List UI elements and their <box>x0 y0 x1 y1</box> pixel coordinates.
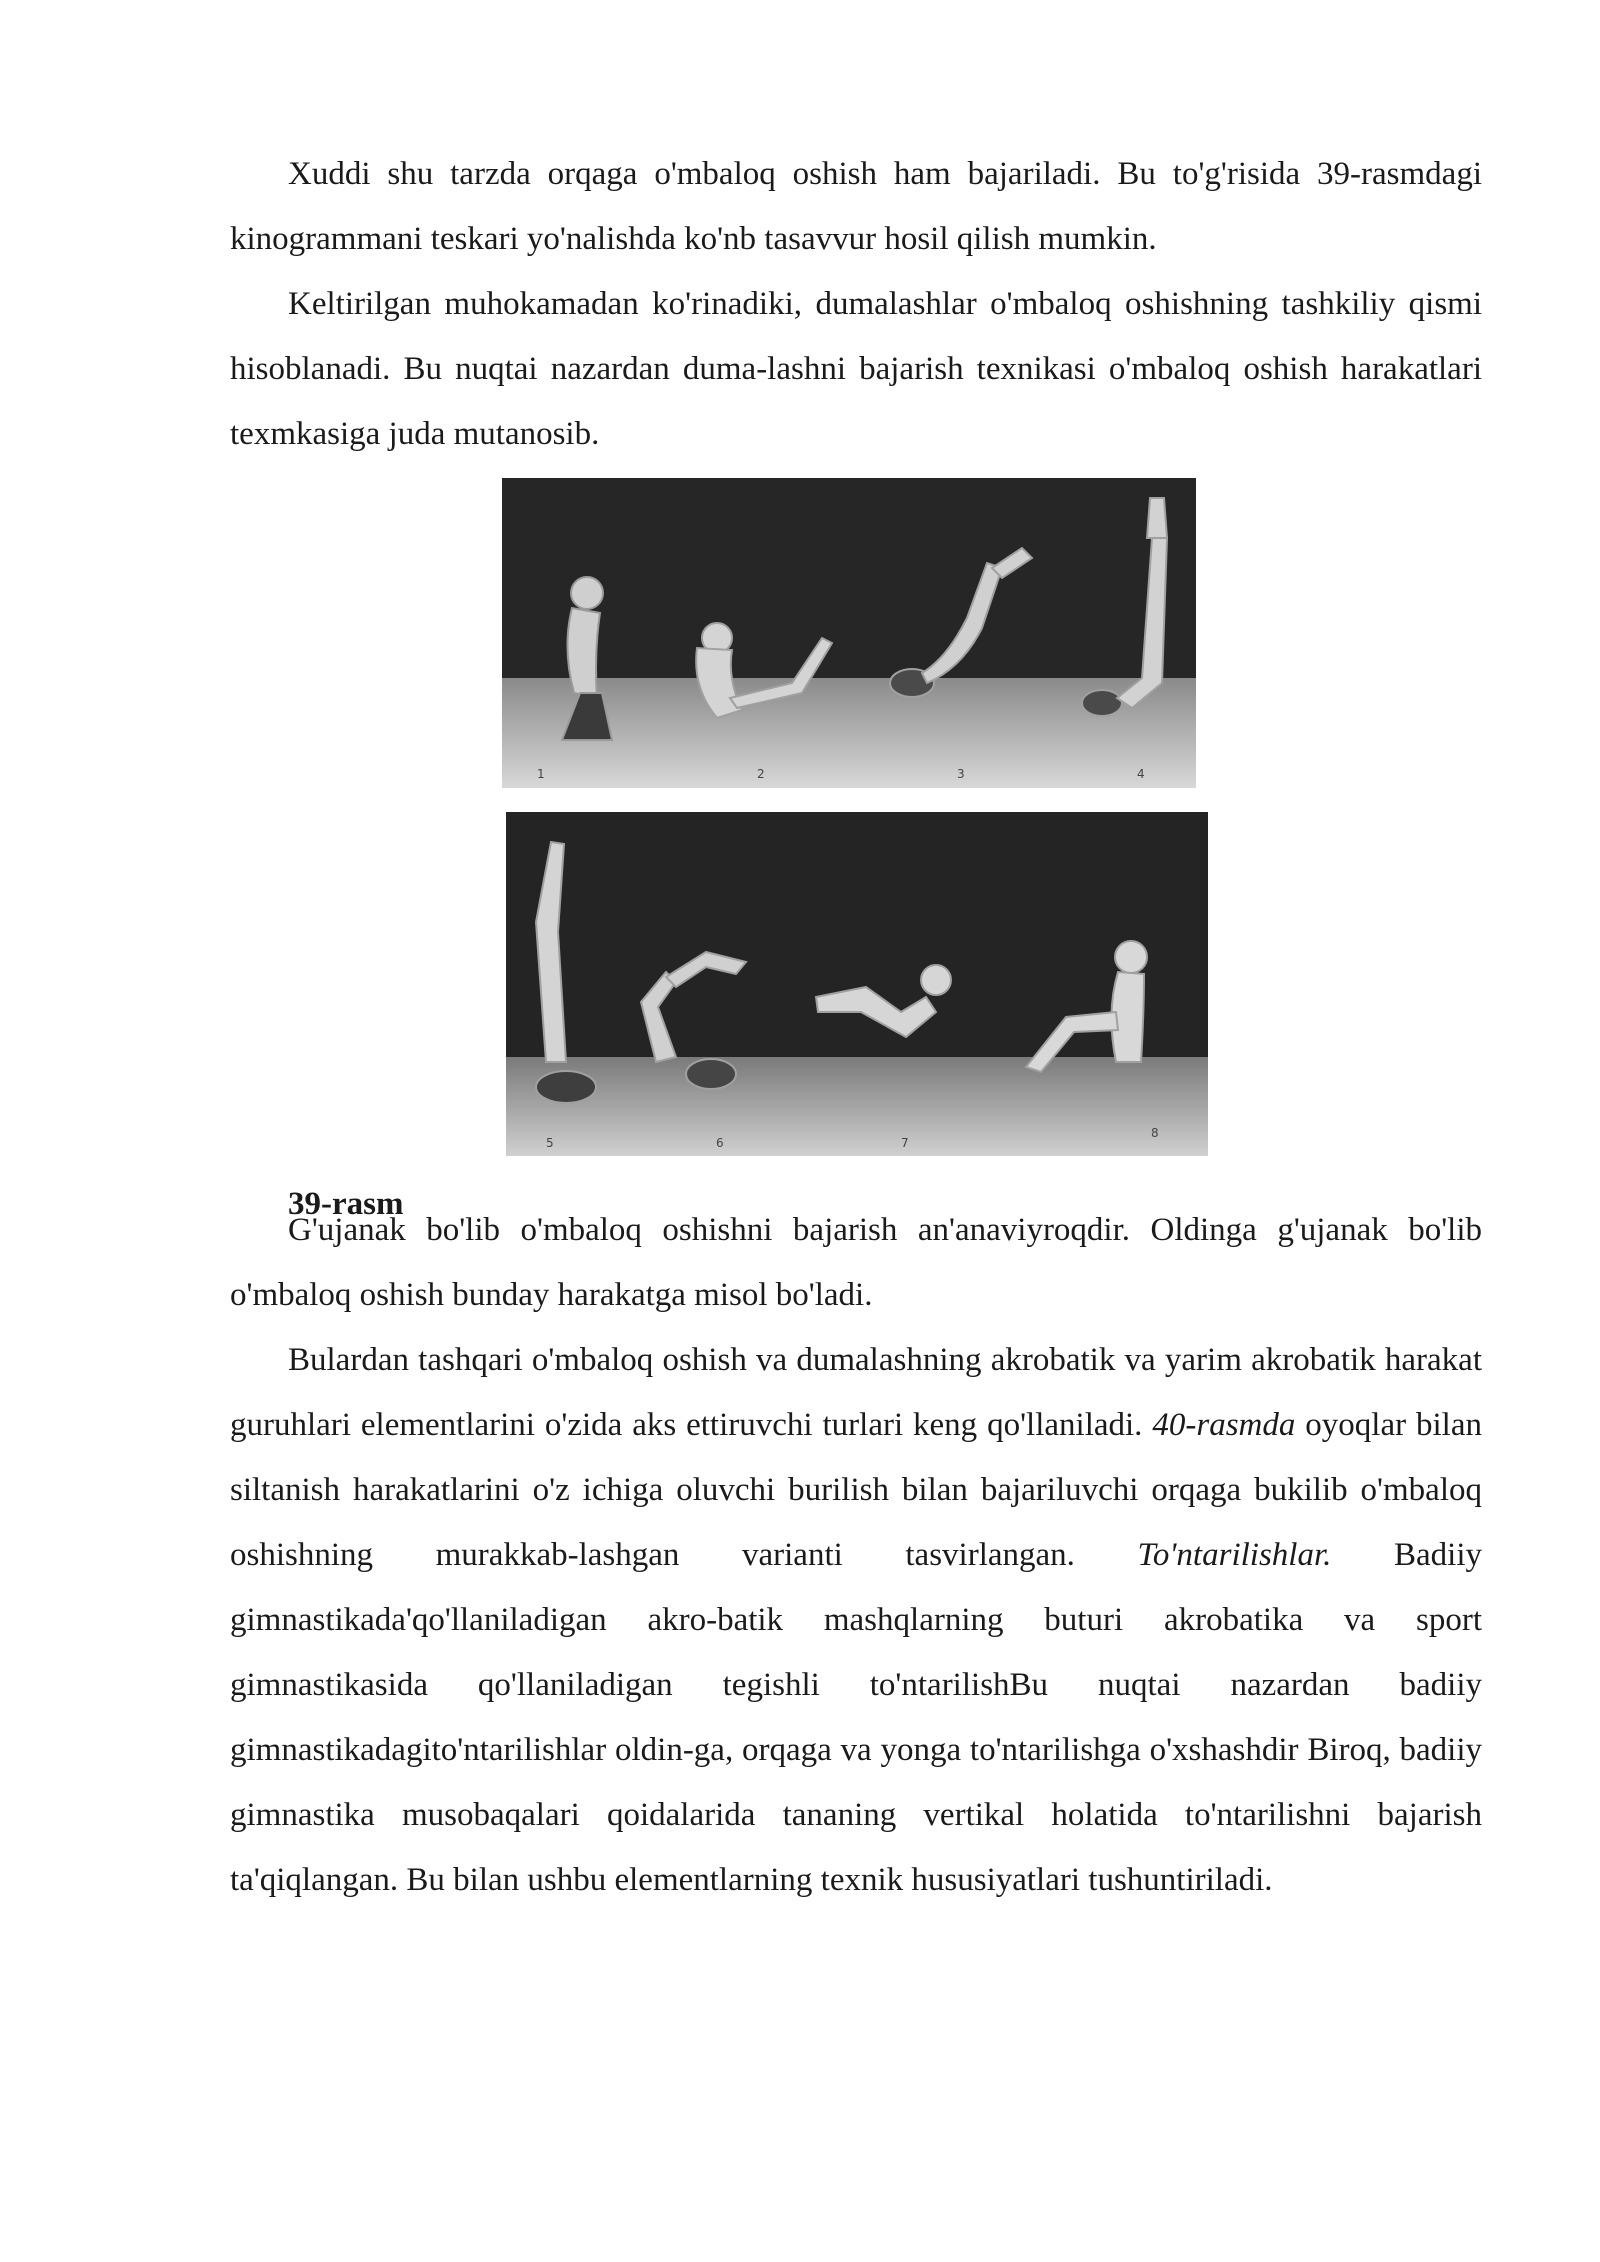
frame-number-7: 7 <box>901 1136 909 1150</box>
frame-number-8: 8 <box>1151 1126 1159 1140</box>
frame-number-2: 2 <box>757 767 765 781</box>
top-text-block <box>230 142 1482 467</box>
frame-number-6: 6 <box>716 1136 724 1150</box>
figure-reference: 40-rasmda <box>1152 1407 1296 1443</box>
paragraph: Keltirilgan muhokamadan ko'rinadiki, dumalashlar o'mbaloq oshishning tashkiliy qismi hisoblanadi. Bu nuqtai nazardan duma-lashni bajarish texnikasi o'mbaloq oshish harakatlari texmkasiga juda mutanosib. <box>230 286 1482 452</box>
figure-caption: 39-rasm <box>288 1186 404 1222</box>
frame-number-4: 4 <box>1137 767 1145 781</box>
paragraph: Xuddi shu tarzda orqaga o'mbaloq oshish ham bajariladi. Bu to'g'risida 39-rasmdagi kinogrammani teskari yo'nalishda ko'nb tasavvur hosil qilish mumkin. <box>230 156 1482 257</box>
frame-number-5: 5 <box>546 1136 554 1150</box>
paragraph: G'ujanak bo'lib o'mbaloq oshishni bajarish an'anaviyroqdir. Oldinga g'ujanak bo'lib o'mbaloq oshish bunday harakatga misol bo'ladi. <box>230 1212 1482 1313</box>
term-heading: To'ntarilishlar. <box>1137 1537 1332 1573</box>
paragraph <box>230 1328 1482 1913</box>
kinogram-bottom-strip <box>506 812 1208 1156</box>
text-span: oyoqlar bilan siltanish harakatlarini o'z ichiga oluvchi burilish bilan bajariluvchi orqaga bukilib o'mbaloq oshishning murakkab-lashgan varianti tasvirlangan. <box>230 1407 1482 1573</box>
kinogram-top-image <box>502 478 1196 788</box>
text-span: Badiiy gimnastikada'qo'llaniladigan akro-batik mashqlarning buturi akrobatika va sport gimnastikasida qo'llaniladigan tegishli to'ntarilishBu nuqtai nazardan badiiy gimnastikadagito'ntarilishlar oldin-ga, orqaga va yonga to'ntarilishga o'xshashdir Biroq, badiiy gimnastika musobaqalari qoidalarida tananing vertikal holatida to'ntarilishni bajarish ta'qiqlangan. Bu bilan ushbu elementlarning texnik hususiyatlari tushuntiriladi. <box>230 1537 1482 1898</box>
bottom-text-block <box>230 1198 1482 1913</box>
frame-number-1: 1 <box>537 767 545 781</box>
text-span: Bulardan tashqari o'mbaloq oshish va dumalashning akrobatik va yarim akrobatik harakat guruhlari elementlarini o'zida aks ettiruvchi turlari keng qo'llaniladi. <box>230 1342 1482 1443</box>
kinogram-top-strip <box>502 478 1196 788</box>
frame-number-3: 3 <box>957 767 965 781</box>
kinogram-bottom-image <box>506 812 1208 1156</box>
